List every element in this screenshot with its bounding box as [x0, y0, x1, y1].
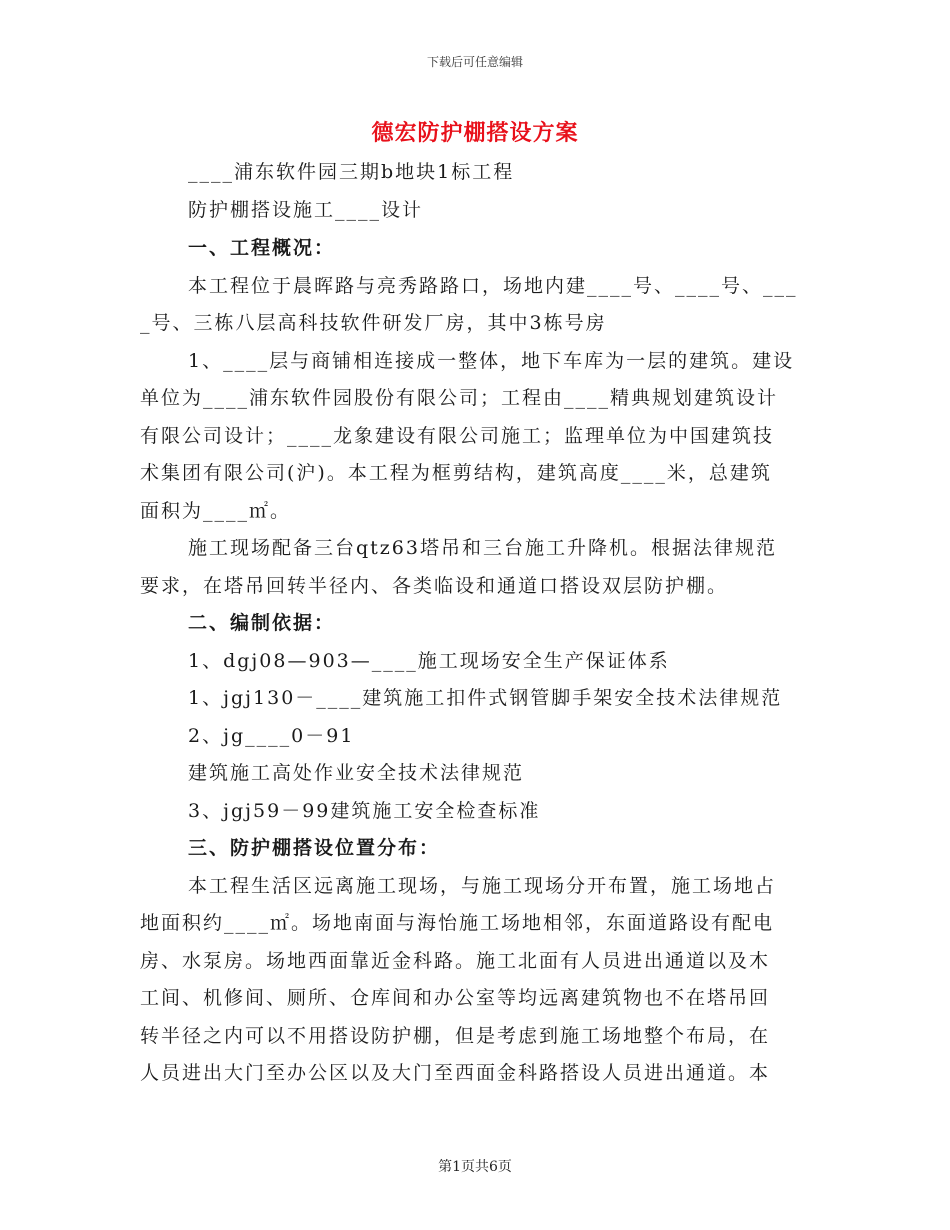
- design-line: 防护棚搭设施工____设计: [188, 199, 424, 221]
- basis-item: 1、dgj08—903—____施工现场安全生产保证体系: [188, 650, 670, 672]
- paragraph-line: 术集团有限公司(沪)。本工程为框剪结构，建筑高度____米，总建筑: [140, 462, 772, 484]
- paragraph-line: 本工程生活区远离施工现场，与施工现场分开布置，施工场地占: [188, 875, 777, 897]
- paragraph-line: 施工现场配备三台qtz63塔吊和三台施工升降机。根据法律规范: [188, 537, 777, 559]
- paragraph-line: 地面积约____㎡。场地南面与海怡施工场地相邻，东面道路设有配电: [140, 912, 775, 934]
- paragraph-line: 人员进出大门至办公区以及大门至西面金科路搭设人员进出通道。本: [140, 1062, 771, 1084]
- header-note: 下载后可任意编辑: [426, 55, 523, 69]
- paragraph-line: 单位为____浦东软件园股份有限公司；工程由____精典规划建筑设计: [140, 387, 779, 409]
- document-title: 德宏防护棚搭设方案: [371, 120, 579, 146]
- basis-item: 3、jgj59－99建筑施工安全检查标准: [188, 800, 541, 822]
- paragraph-line: 转半径之内可以不用搭设防护棚，但是考虑到施工场地整个布局，在: [140, 1025, 771, 1047]
- basis-item: 建筑施工高处作业安全技术法律规范: [188, 762, 525, 784]
- page-footer: 第1页共6页: [438, 1159, 512, 1175]
- paragraph-line: 面积为____㎡。: [140, 500, 292, 522]
- basis-item: 1、jgj130－____建筑施工扣件式钢管脚手架安全技术法律规范: [188, 687, 783, 709]
- section-heading-layout: 三、防护棚搭设位置分布：: [188, 837, 441, 859]
- paragraph-line: 本工程位于晨晖路与亮秀路路口，场地内建____号、____号、___: [188, 275, 798, 297]
- paragraph-line: 1、____层与商铺相连接成一整体，地下车库为一层的建筑。建设: [188, 350, 795, 372]
- section-heading-overview: 一、工程概况：: [188, 237, 336, 259]
- paragraph-line: 工间、机修间、厕所、仓库间和办公室等均远离建筑物也不在塔吊回: [140, 987, 771, 1009]
- section-heading-basis: 二、编制依据：: [188, 612, 336, 634]
- paragraph-line: 房、水泵房。场地西面靠近金科路。施工北面有人员进出通道以及木: [140, 950, 771, 972]
- project-name-line: ____浦东软件园三期b地块1标工程: [188, 161, 515, 183]
- paragraph-line: 要求，在塔吊回转半径内、各类临设和通道口搭设双层防护棚。: [140, 575, 729, 597]
- paragraph-line: _号、三栋八层高科技软件研发厂房，其中3栋号房: [140, 312, 607, 334]
- basis-item: 2、jg____0－91: [188, 725, 355, 747]
- paragraph-line: 有限公司设计；____龙象建设有限公司施工；监理单位为中国建筑技: [140, 425, 775, 447]
